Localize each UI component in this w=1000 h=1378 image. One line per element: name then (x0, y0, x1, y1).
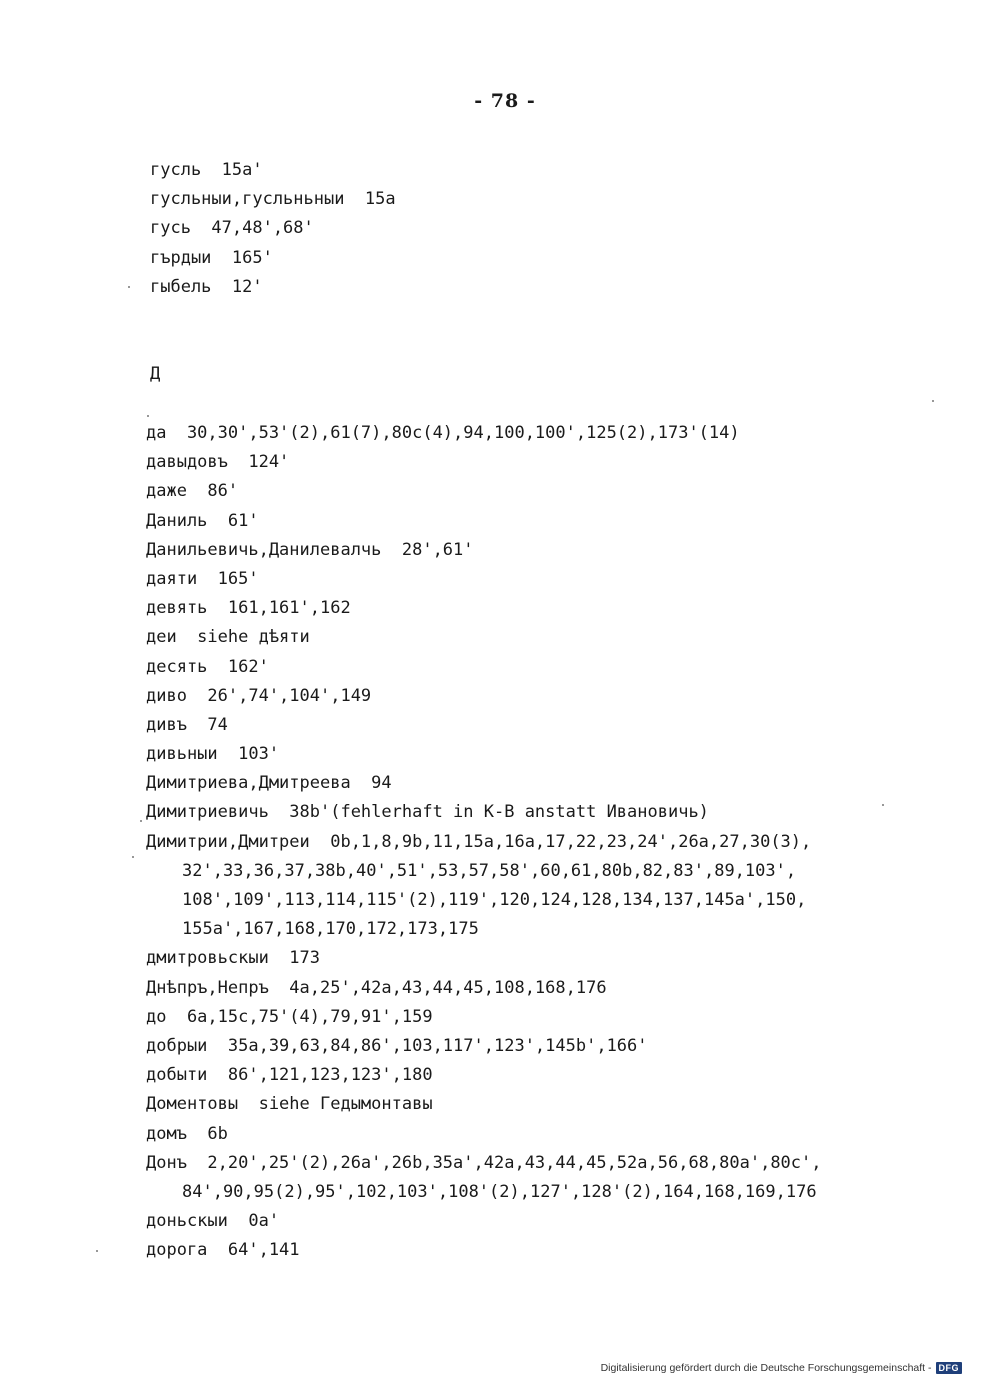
scan-speck (147, 415, 149, 417)
index-entry: 32',33,36,37,38b,40',51',53,57,58',60,61,80b,82,83',89,103', (182, 860, 797, 881)
index-entry: Димитрии,Дмитреи 0b,1,8,9b,11,15а,16а,17,22,23,24',26а,27,30(3), (146, 831, 812, 852)
index-entry: Димитриевичь 38b'(fehlerhaft in K-B anstatt Ивановичь) (146, 802, 709, 823)
index-entry: даже 86' (146, 481, 239, 502)
index-block-main (146, 419, 822, 1265)
index-entry: доньскыи 0а' (146, 1211, 280, 1232)
index-entry: гусь 47,48',68' (150, 218, 314, 239)
index-entry: гусльныи,гусльньныи 15а (150, 189, 396, 210)
index-entry: дивъ 74 (146, 714, 228, 735)
index-entry: давыдовъ 124' (146, 452, 290, 473)
index-entry: Доментовы siehe Гедымонтавы (146, 1094, 433, 1115)
page-number: - 78 - (474, 90, 536, 112)
index-entry: дорога 64',141 (146, 1240, 300, 1261)
section-letter: Д (150, 364, 161, 384)
index-entry: диво 26',74',104',149 (146, 685, 372, 706)
dfg-logo: DFG (936, 1362, 963, 1374)
index-entry: десять 162' (146, 656, 269, 677)
index-entry: Даниль 61' (146, 510, 259, 531)
index-entry: дивьныи 103' (146, 744, 280, 765)
scan-speck (128, 286, 130, 288)
index-entry: 84',90,95(2),95',102,103',108'(2),127',128'(2),164,168,169,176 (182, 1181, 817, 1202)
index-entry: гърдыи 165' (150, 247, 273, 268)
index-entry: добрыи 35а,39,63,84,86',103,117',123',145b',166' (146, 1035, 648, 1056)
index-entry: добыти 86',121,123,123',180 (146, 1065, 433, 1086)
index-entry: 108',109',113,114,115'(2),119',120,124,128,134,137,145а',150, (182, 890, 807, 910)
index-entry: до 6а,15с,75'(4),79,91',159 (146, 1006, 433, 1027)
scan-speck (932, 400, 934, 402)
index-entry: 155а',167,168,170,172,173,175 (182, 919, 479, 940)
index-entry: девять 161,161',162 (146, 598, 351, 619)
index-entry: гусль 15а' (150, 160, 263, 180)
index-entry: да 30,30',53'(2),61(7),80с(4),94,100,100',125(2),173'(14) (146, 423, 740, 443)
index-entry: деи siehe дѣяти (146, 627, 310, 648)
scan-speck (882, 804, 884, 806)
index-entry: даяти 165' (146, 568, 259, 589)
footer-text: Digitalisierung gefördert durch die Deutsche Forschungsgemeinschaft - (600, 1362, 932, 1374)
index-entry: дмитровьскыи 173 (146, 948, 320, 969)
footer-credit (601, 1362, 962, 1374)
scan-speck (132, 856, 134, 858)
index-entry: Данильевичь,Данилевалчь 28',61' (146, 539, 474, 560)
scan-speck (140, 820, 142, 822)
index-entry: Днѣпръ,Непръ 4а,25',42а,43,44,45,108,168,176 (146, 977, 607, 998)
index-entry: гыбель 12' (150, 276, 263, 297)
index-entry: домъ 6b (146, 1123, 228, 1144)
scan-speck (96, 1250, 98, 1252)
index-entry: Донъ 2,20',25'(2),26а',26b,35а',42а,43,44,45,52а,56,68,80а',80с', (146, 1152, 822, 1173)
index-block-top (150, 156, 396, 302)
index-entry: Димитриева,Дмитреева 94 (146, 773, 392, 794)
